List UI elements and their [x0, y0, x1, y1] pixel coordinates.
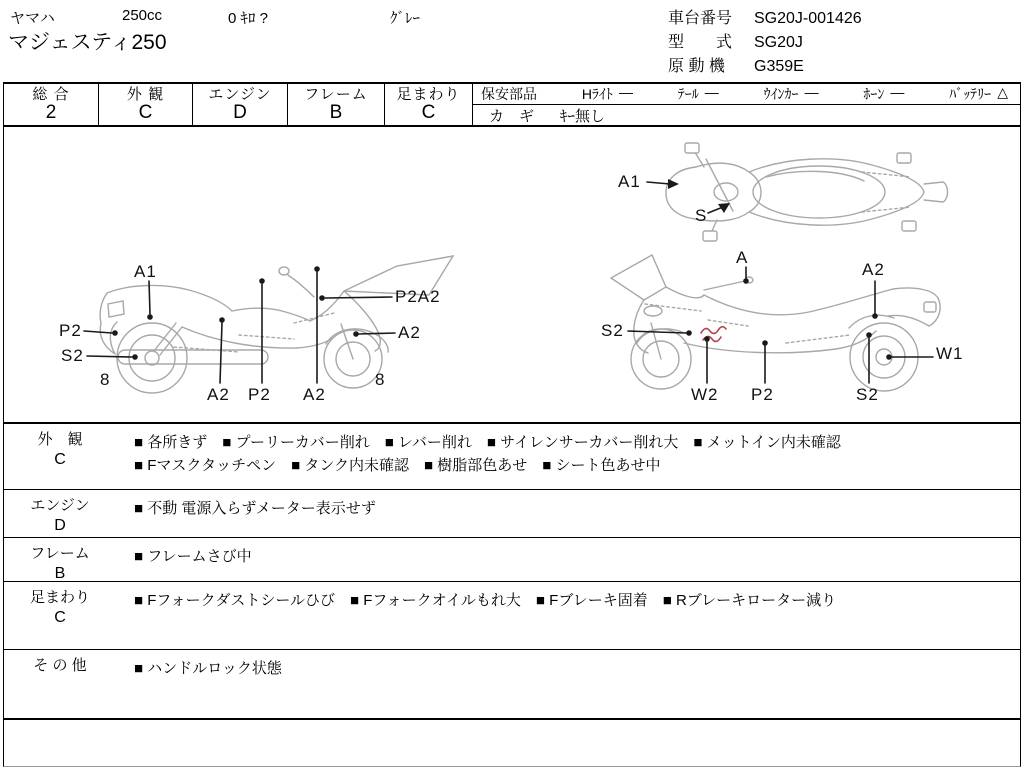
grade-overall-cell — [4, 84, 99, 125]
grade-undercarriage-cell — [385, 84, 473, 125]
diagram-label-a1-left: A1 — [134, 262, 157, 281]
safety-item-status: — — [890, 84, 905, 100]
safety-item-name: ｳｲﾝｶｰ — [763, 86, 799, 102]
safety-item-name: Hﾗｲﾄ — [581, 86, 613, 102]
mileage: 0 ｷﾛ ? — [228, 10, 269, 27]
diagram-label-p2a2: P2A2 — [395, 287, 441, 306]
diagram-label-a2-right: A2 — [862, 260, 885, 279]
diagram-label-a-right: A — [736, 248, 749, 267]
chassis-number-value: SG20J-001426 — [754, 10, 862, 27]
section-grade: C — [54, 451, 66, 468]
section-label-text: 外 観 — [37, 431, 83, 448]
diagram-label-w1: W1 — [936, 344, 964, 363]
color-name: ｸﾞﾚｰ — [390, 10, 421, 27]
top-view-drawing — [666, 143, 948, 241]
section-grade: D — [54, 517, 66, 534]
diagram-label-p2-right: P2 — [751, 385, 774, 404]
note-line: ■ Fマスクタッチペン ■ タンク内未確認 ■ 樹脂部色あせ ■ シート色あせ中 — [134, 457, 661, 474]
section-engine — [3, 490, 1021, 538]
empty-footer-row — [3, 720, 1021, 767]
safety-item-battery — [949, 84, 1008, 104]
vehicle-id-block — [668, 7, 862, 79]
maker-name: ヤマハ — [10, 10, 55, 27]
section-engine-label — [4, 490, 116, 537]
diagram-label-a2-under1: A2 — [207, 385, 230, 404]
safety-item-name: ﾊﾞｯﾃﾘｰ — [949, 86, 992, 102]
grade-frame-cell — [288, 84, 385, 125]
section-undercarriage — [3, 582, 1021, 650]
section-grade: B — [54, 565, 66, 582]
diagram-label-8-front: 8 — [375, 370, 386, 389]
grade-engine-cell — [193, 84, 288, 125]
displacement: 250cc — [122, 7, 163, 24]
right-side-view-drawing — [611, 255, 940, 391]
grade-table — [3, 82, 1021, 127]
note-line: ■ 不動 電源入らずメーター表示せず — [134, 500, 376, 517]
grade-overall-value: 2 — [45, 102, 57, 123]
grade-frame-value: B — [329, 102, 343, 123]
safety-item-name: ﾃｰﾙ — [677, 86, 699, 102]
safety-parts-row — [473, 84, 1020, 105]
section-grade: C — [54, 609, 66, 626]
grade-engine-value: D — [233, 102, 247, 123]
note-line: ■ フレームさび中 — [134, 548, 252, 565]
safety-item-tail — [678, 84, 719, 104]
grade-exterior-cell — [99, 84, 193, 125]
diagram-label-a1-top: A1 — [618, 172, 641, 191]
safety-item-status: — — [618, 84, 633, 100]
section-other-notes — [116, 650, 1020, 718]
diagram-label-8-rear: 8 — [100, 370, 111, 389]
grade-exterior-label: 外 観 — [126, 86, 165, 103]
key-value: ｷｰ無し — [560, 108, 606, 125]
engine-code-value: G359E — [754, 58, 804, 75]
battery-triangle-mark: △ — [997, 84, 1008, 100]
grade-frame-label: フレーム — [304, 86, 368, 103]
diagram-label-s-top: S — [695, 206, 708, 225]
section-exterior-notes — [116, 424, 1020, 489]
model-code-label: 型 式 — [668, 34, 733, 51]
chassis-number-label: 車台番号 — [668, 10, 733, 27]
diagram-label-s2-front: S2 — [601, 321, 624, 340]
section-other — [3, 650, 1021, 720]
section-frame-label — [4, 538, 116, 581]
safety-item-winker — [764, 84, 819, 104]
safety-item-name: ﾎｰﾝ — [863, 86, 885, 102]
section-undercarriage-label — [4, 582, 116, 649]
grade-undercarriage-label: 足まわり — [396, 86, 461, 103]
engine-code-row — [668, 55, 862, 79]
grade-exterior-value: C — [138, 102, 153, 123]
chassis-number-row — [668, 7, 862, 31]
note-line: ■ 各所きず ■ プーリーカバー削れ ■ レバー削れ ■ サイレンサーカバー削れ大 ■ メットイン内未確認 — [134, 434, 841, 451]
diagram-label-p2-left: P2 — [59, 321, 82, 340]
grade-engine-label: エンジン — [208, 86, 272, 103]
damage-diagram-area — [3, 127, 1021, 422]
safety-item-status: — — [804, 84, 819, 100]
diagram-label-p2-under: P2 — [248, 385, 271, 404]
diagram-label-s2-left: S2 — [61, 346, 84, 365]
note-line: ■ Fフォークダストシールひび ■ Fフォークオイルもれ大 ■ Fブレーキ固着 ■ Rブレーキローター減り — [134, 592, 837, 609]
model-code-row — [668, 31, 862, 55]
key-label: カ ギ — [489, 108, 535, 125]
diagram-label-w2: W2 — [691, 385, 719, 404]
section-label-text: 足まわり — [29, 589, 90, 606]
diagram-label-a2-under2: A2 — [303, 385, 326, 404]
section-label-text: そ の 他 — [33, 657, 87, 674]
section-other-label — [4, 650, 116, 718]
section-label-text: エンジン — [30, 497, 90, 514]
diagram-label-s2-rear: S2 — [856, 385, 879, 404]
safety-item-horn — [863, 84, 904, 104]
engine-code-label: 原 動 機 — [668, 58, 725, 75]
grade-undercarriage-value: C — [421, 102, 436, 123]
section-frame-notes — [116, 538, 1020, 581]
model-name: マジェスティ250 — [8, 31, 167, 54]
section-label-text: フレーム — [30, 545, 90, 562]
safety-item-status: — — [704, 84, 719, 100]
safety-parts-cell — [473, 84, 1020, 125]
note-line: ■ ハンドルロック状態 — [134, 660, 282, 677]
grade-overall-label: 総 合 — [32, 86, 70, 103]
section-frame — [3, 538, 1021, 582]
diagram-label-a2-front: A2 — [398, 323, 421, 342]
section-exterior — [3, 424, 1021, 490]
safety-parts-label: 保安部品 — [481, 86, 537, 102]
section-exterior-label — [4, 424, 116, 489]
section-undercarriage-notes — [116, 582, 1020, 649]
section-engine-notes — [116, 490, 1020, 537]
safety-item-headlight — [582, 84, 633, 104]
key-row — [473, 105, 1020, 126]
condition-notes — [3, 422, 1021, 767]
model-code-value: SG20J — [754, 34, 803, 51]
